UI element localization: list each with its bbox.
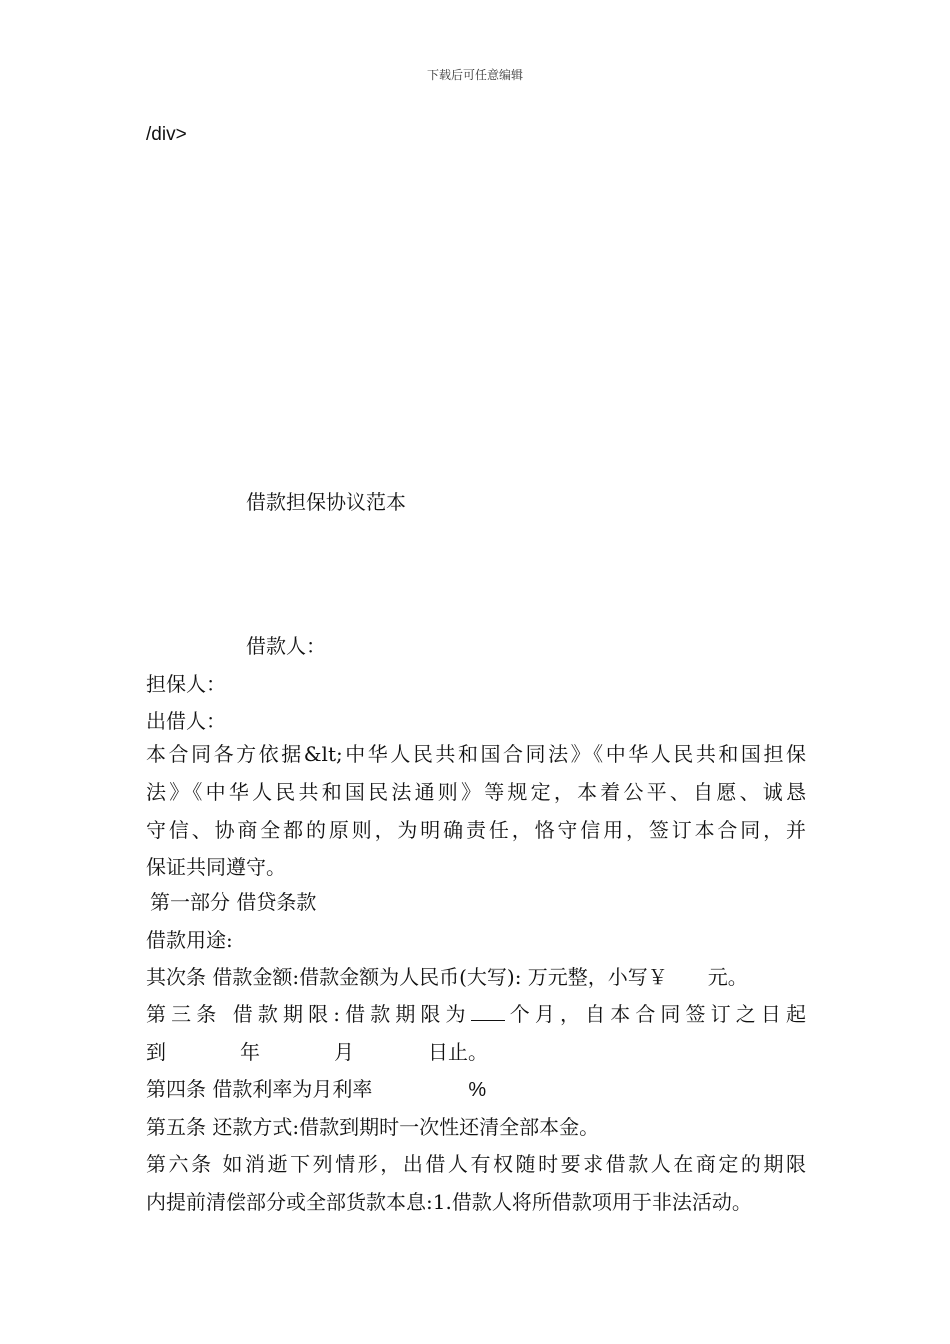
months-blank [471, 1002, 505, 1021]
date-month-label: 月 [334, 1040, 354, 1064]
preamble-line-3: 守信、协商全都的原则，为明确责任，恪守信用，签订本合同，并 [146, 818, 806, 842]
part-one-heading: 第一部分 借贷条款 [150, 890, 317, 914]
borrower-label: 借款人： [246, 634, 326, 658]
article-4-text: 第四条 借款利率为月利率 [146, 1077, 373, 1101]
guarantor-label: 担保人： [146, 672, 226, 696]
stray-markup-text: /div> [146, 124, 187, 145]
article-3-term-line-1 [146, 998, 806, 1027]
lender-label: 出借人： [146, 709, 226, 733]
loan-purpose: 借款用途: [146, 928, 233, 952]
article-2-amount: 其次条 借款金额:借款金额为人民币(大写): 万元整，小写￥ 元。 [146, 965, 748, 989]
article-3-text-a: 第三条 借款期限:借款期限为 [146, 1002, 471, 1026]
article-5-repayment: 第五条 还款方式:借款到期时一次性还清全部本金。 [146, 1115, 600, 1139]
article-6-line-2: 内提前清偿部分或全部货款本息:1.借款人将所借款项用于非法活动。 [146, 1190, 752, 1214]
preamble-line-1: 本合同各方依据&lt;中华人民共和国合同法》《中华人民共和国担保 [146, 742, 806, 766]
date-year-label: 年 [240, 1040, 260, 1064]
page-header-note: 下载后可任意编辑 [426, 68, 523, 82]
article-6-line-1: 第六条 如消逝下列情形，出借人有权随时要求借款人在商定的期限 [146, 1152, 806, 1176]
article-4-interest [146, 1073, 486, 1102]
document-title: 借款担保协议范本 [246, 490, 406, 514]
article-3-text-b: 个月，自本合同签订之日起 [504, 1002, 806, 1026]
preamble-line-4: 保证共同遵守。 [146, 855, 286, 879]
date-day-label: 日止。 [428, 1040, 488, 1064]
article-3-term-line-2 [146, 1036, 488, 1065]
percent-sign: % [468, 1079, 487, 1101]
date-to-label: 到 [146, 1040, 166, 1064]
preamble-line-2: 法》《中华人民共和国民法通则》等规定，本着公平、自愿、诚恳 [146, 780, 806, 804]
